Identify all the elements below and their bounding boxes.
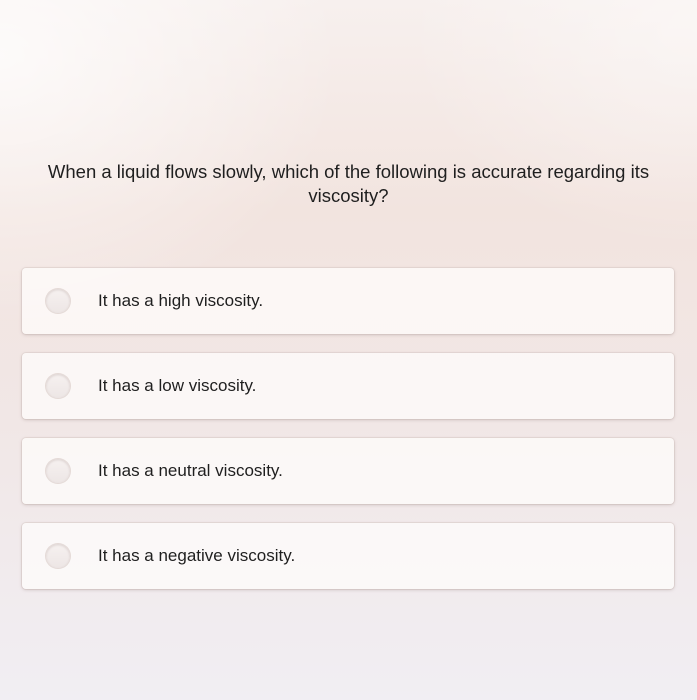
option-high-viscosity[interactable]: [22, 268, 674, 334]
option-label: It has a neutral viscosity.: [98, 461, 283, 480]
radio-button[interactable]: [46, 374, 70, 398]
answer-options: [22, 268, 674, 608]
radio-button[interactable]: [46, 289, 70, 313]
option-label: It has a negative viscosity.: [98, 546, 296, 565]
question-line-2: viscosity?: [308, 185, 389, 206]
option-label: It has a low viscosity.: [98, 376, 257, 395]
option-label: It has a high viscosity.: [98, 291, 264, 310]
question-line-1: When a liquid flows slowly, which of the following is accurate regarding its: [47, 161, 650, 182]
radio-button[interactable]: [46, 544, 70, 568]
option-negative-viscosity[interactable]: [22, 523, 674, 589]
option-neutral-viscosity[interactable]: [22, 438, 674, 504]
radio-button[interactable]: [46, 459, 70, 483]
option-low-viscosity[interactable]: [22, 353, 674, 419]
question-text: [30, 160, 667, 208]
